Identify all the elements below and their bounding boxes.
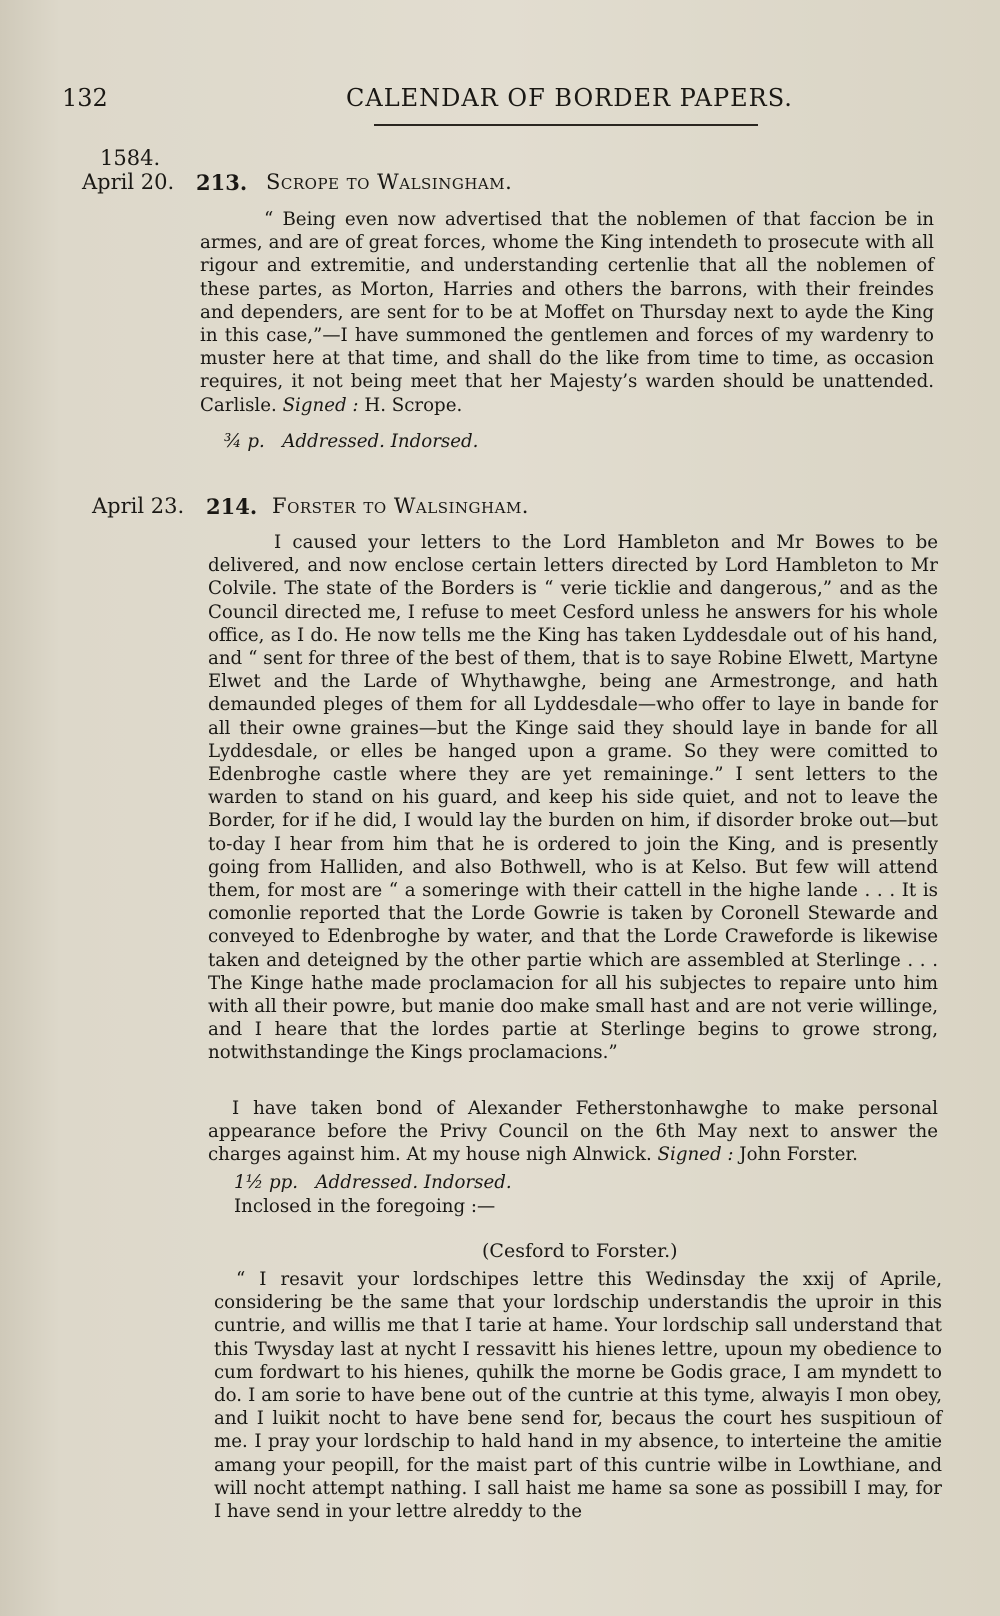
- entry-year: 1584.: [100, 146, 161, 170]
- page-number: 132: [62, 84, 108, 112]
- signed-name: John Forster.: [739, 1144, 858, 1166]
- letter-text: “ Being even now advertised that the noblemen of that faccion be in armes, and are of great forces, whome the King intendeth to prosecute with all rigour and extremitie, and understanding certenlie that all the noblemen of these partes, as Morton, Harries and others the barrons, with their freindes and dependers, are sent for to be at Moffet on Thursday next to ayde the King in this case,”—I have summoned the gentlemen and forces of my wardenry to muster here at that time, and shall do the like from time to time, as occasion requires, it not being meet that her Majesty’s warden should be unattended. Carlisle.: [200, 209, 934, 416]
- extent-line: [224, 431, 478, 452]
- letter-paragraph-2: I have taken bond of Alexander Fetherstonhawghe to make personal appearance before the Privy Council on the 6th May next to answer the charges against him. At my house nigh Alnwick. Signed : John Forster.: [208, 1098, 938, 1166]
- inclosed-note: Inclosed in the foregoing :—: [234, 1196, 496, 1217]
- entry-title: Scrope to Walsingham.: [266, 170, 513, 194]
- signed-label: Signed :: [282, 394, 359, 416]
- page-extent: ¾ p.: [224, 431, 265, 452]
- enclosure-heading: (Cesford to Forster.): [482, 1240, 678, 1262]
- entry-number: 213.: [196, 170, 248, 195]
- page-extent: 1½ pp.: [234, 1172, 299, 1193]
- entry-date: April 23.: [92, 494, 185, 518]
- signed-name: H. Scrope.: [364, 394, 463, 416]
- enclosure-body: “ I resavit your lordschipes lettre this Wedinsday the xxij of Aprile, considering be the same that your lordschip understandis the uproir in this cuntrie, and willis me that I tarie at hame. Your lordschip sall understand that this Twysday last at nycht I ressavitt his hienes lettre, upoun my obedience to cum fordwart to his hienes, quhilk the morne be Godis grace, I am myndett to do. I am sorie to have bene out of the cuntrie at this tyme, alwayis I mon obey, and I luikit nocht to have bene send for, becaus the court hes suspitioun of me. I pray your lordschip to hald hand in my absence, to interteine the amitie amang your peopill, for the maist part of this cuntrie wilbe in Lowthiane, and will nocht attempt nathing. I sall haist me hame sa sone as possibill I may, for I have send in your lettre alreddy to the: [214, 1269, 942, 1523]
- letter-body: [200, 208, 934, 417]
- running-title: CALENDAR OF BORDER PAPERS.: [346, 84, 793, 112]
- endorsements: Addressed. Indorsed.: [282, 431, 479, 452]
- endorsements: Addressed. Indorsed.: [315, 1172, 512, 1193]
- entry-date: April 20.: [82, 170, 175, 194]
- letter-paragraph-1: I caused your letters to the Lord Hambleton and Mr Bowes to be delivered, and now enclose certain letters directed by Lord Hambleton to Mr Colvile. The state of the Borders is “ verie ticklie and dangerous,” and as the Council directed me, I refuse to meet Cesford unless he answers for his whole office, as I do. He now tells me the King has taken Lyddesdale out of his hand, and “ sent for three of the best of them, that is to saye Robine Elwett, Martyne Elwet and the Larde of Whythawghe, being ane Armestronge, and hath demaunded pleges of them for all Lyddesdale—who offer to laye in bande for all their owne graines—but the Kinge said they should laye in bande for all Lyddesdale, or elles be hanged upon a grame. So they were comitted to Edenbroghe castle where they are yet remaininge.” I sent letters to the warden to stand on his guard, and keep his side quiet, and not to leave the Border, for if he did, I would lay the burden on him, if disorder broke out—but to-day I hear from him that he is ordered to join the King, and is presently going from Halliden, and also Bothwell, who is at Kelso. But few will attend them, for most are “ a someringe with their cattell in the highe lande . . . It is comonlie reported that the Lorde Gowrie is taken by Coronell Stewarde and conveyed to Edenbroghe by water, and that the Lorde Craweforde is likewise taken and deteigned by the other partie which are assembled at Sterlinge . . . The Kinge hathe made proclamacion for all his subjectes to repaire unto him with all their powre, but manie doo make small hast and are not verie willinge, and I heare that the lordes partie at Sterlinge begins to growe strong, notwithstandinge the Kings proclamacions.”: [208, 532, 938, 1064]
- signed-label: Signed :: [657, 1144, 734, 1166]
- entry-title: Forster to Walsingham.: [272, 494, 529, 518]
- page-header: [62, 84, 960, 124]
- header-rule: [374, 124, 758, 126]
- extent-line: [234, 1172, 512, 1193]
- entry-number: 214.: [206, 494, 258, 519]
